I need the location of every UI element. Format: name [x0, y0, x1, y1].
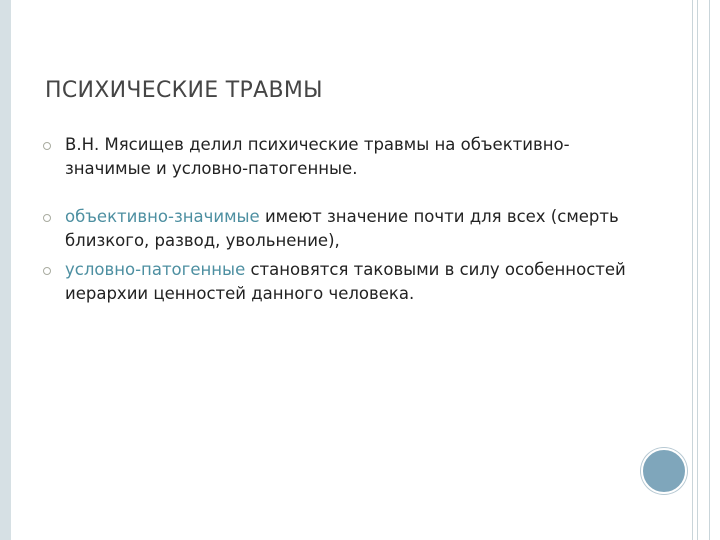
- decorative-circle: [641, 448, 687, 494]
- right-decorative-line: [709, 0, 710, 540]
- item-text-line: иерархии ценностей данного человека.: [65, 284, 415, 303]
- item-text-line: близкого, развод, увольнение),: [65, 231, 340, 250]
- item-text-line: [65, 205, 645, 229]
- item-text-line: значимые и условно-патогенные.: [65, 159, 358, 178]
- highlighted-term: условно-патогенные: [65, 260, 246, 279]
- item-text-line: [65, 258, 645, 282]
- bullet-circle-icon: [43, 214, 51, 222]
- bullet-circle-icon: [43, 267, 51, 275]
- slide-title: ПСИХИЧЕСКИЕ ТРАВМЫ: [45, 78, 323, 103]
- right-decorative-line: [697, 0, 698, 540]
- highlighted-term: объективно-значимые: [65, 207, 260, 226]
- list-item: [65, 258, 645, 306]
- list-item: [65, 205, 645, 253]
- list-item: [65, 133, 645, 181]
- item-text-line: В.Н. Мясищев делил психические травмы на объективно-: [65, 135, 570, 154]
- bullet-circle-icon: [43, 142, 51, 150]
- right-decorative-line: [692, 0, 693, 540]
- left-decorative-bar: [0, 0, 11, 540]
- item-text: становятся таковыми в силу особенностей: [245, 260, 626, 279]
- item-text: имеют значение почти для всех (смерть: [259, 207, 619, 226]
